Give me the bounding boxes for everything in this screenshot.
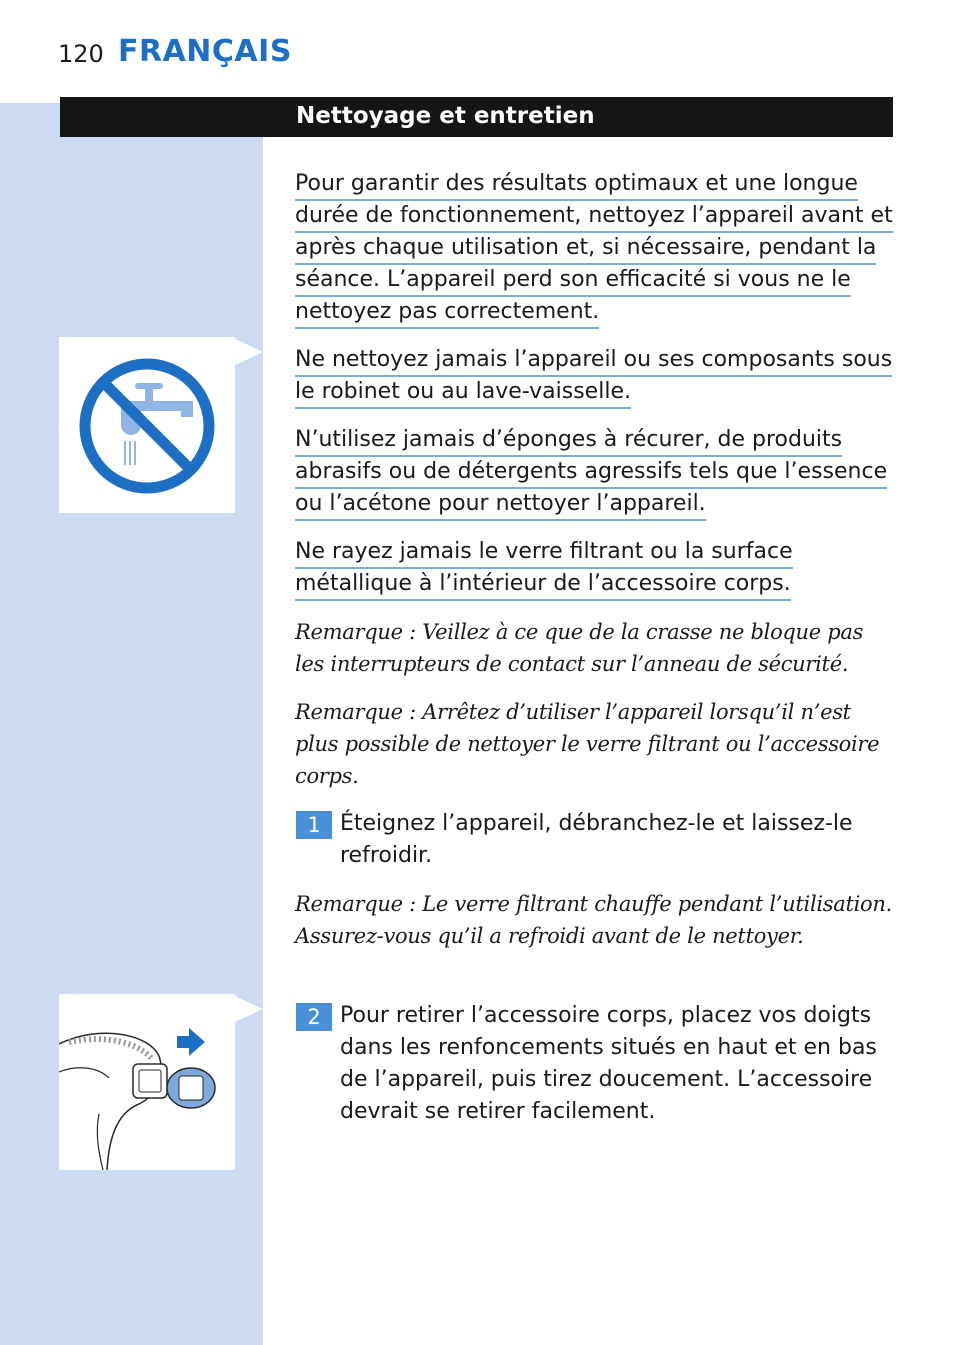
- note-stop-use: Remarque : Arrêtez d’utiliser l’appareil lorsqu’il n’est plus possible de nettoyer le verre filtrant ou l’accessoire corps.: [295, 700, 880, 788]
- step-number-badge: 2: [296, 1003, 332, 1031]
- figure-pointer: [235, 996, 263, 1022]
- paragraph-text: N’utilisez jamais d’éponges à récurer, de produits abrasifs ou de détergents agressifs tels que l’essence ou l’acétone pour nettoyer l’appareil.: [295, 427, 887, 521]
- attachment-removal-figure: [59, 994, 235, 1170]
- paragraph-text: Ne nettoyez jamais l’appareil ou ses composants sous le robinet ou au lave-vaisselle.: [295, 347, 892, 409]
- figure-pointer: [235, 339, 263, 365]
- step-text: Éteignez l’appareil, débranchez-le et laissez-le refroidir.: [340, 811, 853, 868]
- paragraph-no-abrasives: [295, 424, 895, 520]
- no-tap-water-figure: [59, 337, 235, 513]
- no-tap-water-icon: [59, 337, 235, 513]
- step-text: Pour retirer l’accessoire corps, placez vos doigts dans les renfoncements situés en haut et en bas de l’appareil, puis tirez doucement. L’accessoire devrait se retirer facilement.: [340, 1003, 877, 1124]
- section-title: Nettoyage et entretien: [296, 103, 595, 129]
- language-heading: FRANÇAIS: [118, 34, 292, 69]
- paragraph-text: Pour garantir des résultats optimaux et une longue durée de fonctionnement, nettoyez l’appareil avant et après chaque utilisation et, si nécessaire, pendant la séance. L’appareil perd son efficacité si vous ne le nettoyez pas correctement.: [295, 171, 893, 329]
- device-attachment-removal-illustration: [59, 994, 235, 1170]
- paragraph-no-scratch: [295, 536, 895, 600]
- note-dirt: Remarque : Veillez à ce que de la crasse ne bloque pas les interrupteurs de contact sur l’anneau de sécurité.: [295, 620, 864, 676]
- paragraph-no-tap: [295, 344, 895, 408]
- note-hot-glass: Remarque : Le verre filtrant chauffe pendant l’utilisation. Assurez-vous qu’il a refroidi avant de le nettoyer.: [295, 892, 892, 948]
- page-number: 120: [58, 40, 104, 68]
- paragraph-intro: [295, 168, 895, 328]
- paragraph-text: Ne rayez jamais le verre filtrant ou la surface métallique à l’intérieur de l’accessoire corps.: [295, 539, 793, 601]
- step-number-badge: 1: [296, 811, 332, 839]
